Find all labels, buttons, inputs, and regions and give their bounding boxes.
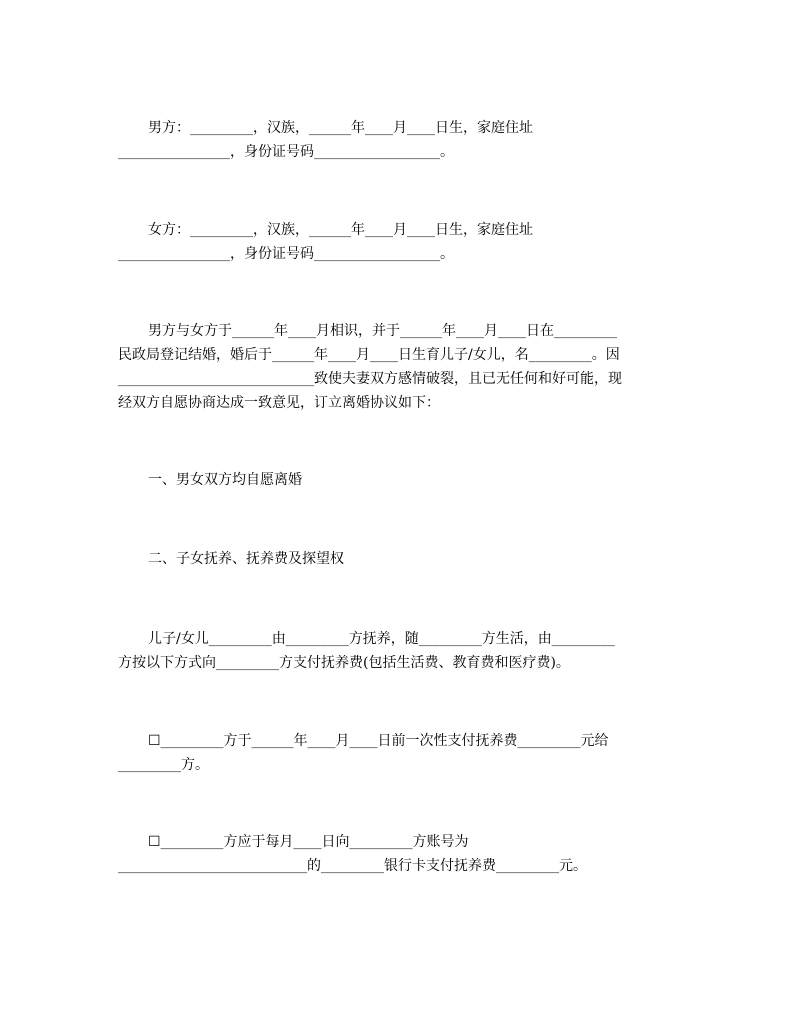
text-line: 经双方自愿协商达成一致意见，订立离婚协议如下： [118,395,440,411]
paragraph-custody [118,627,678,675]
text-line: ___________________________的_________银行卡支付抚养费_________元。 [118,858,587,874]
text-line: 民政局登记结婚，婚后于______年____月____日生育儿子/女儿，名_________。因 [118,347,620,363]
text-line: 儿子/女儿_________由_________方抚养，随_________方生活，由_________ [148,631,615,647]
text-line: 男方：_________，汉族，______年____月____日生，家庭住址 [148,120,533,136]
clause-heading-1 [118,468,678,492]
text-line: 二、子女抚养、抚养费及探望权 [148,551,344,567]
text-line: ________________，身份证号码__________________。 [118,144,454,160]
option-monthly-payment [118,830,678,878]
paragraph-background [118,319,678,415]
text-line: ☐_________方应于每月____日向_________方账号为 [148,834,469,850]
text-line: 女方：_________，汉族，______年____月____日生，家庭住址 [148,222,533,238]
text-line: ________________，身份证号码__________________。 [118,246,454,262]
text-line: 男方与女方于______年____月相识，并于______年____月____日在_________ [148,323,617,339]
text-line: ☐_________方于______年____月____日前一次性支付抚养费_________元给 [148,733,609,749]
text-line: _________方。 [118,757,209,773]
option-lump-sum-payment [118,729,678,777]
paragraph-female-party [118,218,678,266]
text-line: 方按以下方式向_________方支付抚养费(包括生活费、教育费和医疗费)。 [118,655,570,671]
clause-heading-2 [118,547,678,571]
paragraph-male-party [118,116,678,164]
text-line: 一、男女双方均自愿离婚 [148,472,302,488]
text-line: ____________________________致使夫妻双方感情破裂，且已无任何和好可能，现 [118,371,622,387]
